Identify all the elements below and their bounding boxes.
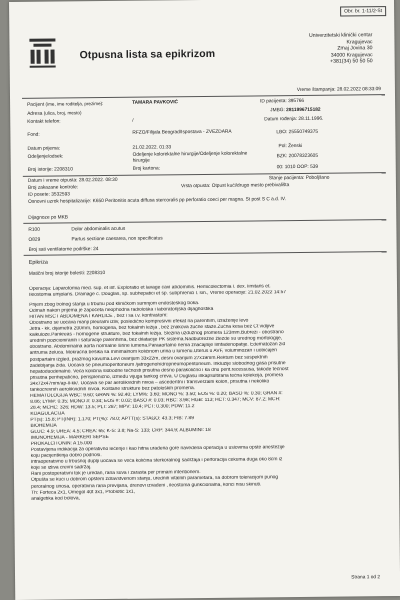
lbo-label: LBO:	[276, 130, 288, 136]
diagnosis-text: Dolor abdominalis acutus	[71, 226, 126, 233]
ezk-label: BZK:	[276, 154, 288, 160]
patient-id-value: 395766	[288, 98, 305, 105]
institution-block	[309, 32, 373, 66]
institution-city: Kragujevac	[346, 38, 373, 46]
institution-postal: 34000 Kragujevac	[330, 51, 373, 59]
sex-label: Pol:	[278, 144, 287, 150]
discharge-date-value: 28.02.2022. 08:30	[78, 177, 118, 184]
patient-name-label: Pacijent	[27, 102, 45, 108]
epicrisis-line: GLUC: 4.9; UREA: 4.5; CREA: 65; K-S: 3.8; Na-S: 133; CRP: 344.9; ALBUMINI: 18	[30, 428, 211, 435]
epicrisis-line: prisutna perihepatično, perispleničnо, između vijuga tankog creva. U Duglasu inkapsultirana tečna kolekcija, promera	[29, 372, 284, 381]
discharge-date-row	[28, 178, 118, 184]
divider	[22, 94, 385, 99]
discharge-date-label: Datum i vreme otpusta:	[27, 178, 78, 184]
history-value: 2208310	[54, 167, 73, 173]
epicrisis-line: zadebljanja zida. Uočava se pneumoperitoneum /jatrogenoh/dropneumoperitoneum. Inkluzije slobodnog gasa prisutne	[29, 360, 286, 369]
divider	[23, 219, 386, 224]
admission-label: Datum prijema:	[27, 146, 61, 152]
epicrisis-line: Jetra - kk. dijametra 200mm, homogena, bez fokalnih lezija , bez znakova žučne staze.Žučna kesa bez Ct vidljive	[29, 324, 275, 333]
discharge-document	[9, 0, 400, 600]
contact-label: Kontakt telefon:	[27, 119, 61, 125]
epicrisis-line: Th: Fortecа 2x1, Omegol 40t 3x1, Probiotic 1x1,	[31, 489, 136, 496]
condition-row	[269, 176, 330, 182]
epicrisis-line: 8.86; LYM#: 0.35; MONO #: 0.34; EOS #: 0.02; BASO #: 0.03; RBC: 3.98; HGB: 113; HCT: 0.347; MCV: 87.2; MCH:	[30, 397, 281, 405]
epicrisis-text	[29, 283, 389, 502]
patient-name-row	[27, 101, 103, 108]
epicrisis-line: IMUNOHEMIJA - MARKERI SEPSE	[30, 435, 109, 441]
scheduled-control-label: Broj zakazane kontrole:	[27, 185, 79, 191]
jmbg-value: 2811996715182	[286, 107, 321, 114]
epicrisis-line: Obostrano se uočava manji pleuralni izliv, posledično kompresivni efekat na parenhim, izraženije levo	[29, 318, 249, 327]
epicrisis-line: Otpušta se kući u dobrom opštem zdravstvenom stanju, urednih vitalnih parametara, sa dobrom toleracijom punog	[30, 475, 279, 484]
history-reference: Matični broj istorije bolesti: 2208310	[28, 271, 106, 277]
epicrisis-line: HEMATOLOGIJA WBC: 9.60; GRAN %: 92.40; LYM%: 3.60; MONO %: 3.50; EOS %: 0.20; BASO %: 0.30; GRAN #:	[30, 390, 283, 399]
diagnoses-heading: Dijagnoze po MKB	[28, 215, 69, 221]
address-row	[27, 110, 81, 117]
admission-value: 21.02.2022. 01:33	[132, 145, 172, 151]
dept-value: Odeljenje kolorektalne hirurgije/Odeljenje kolorektalne hirurgije	[132, 151, 248, 164]
form-number: Obr. br. 1-11/2-St	[340, 6, 386, 16]
address-sub: (ulica, broj, mesto)	[43, 110, 82, 116]
institution-name: Univerzitetski klinički centar	[308, 32, 373, 39]
lbo-value: 25550749375	[288, 129, 319, 136]
epicrisis-line: antruma želuca. Mokraćna bešika sa minimalnom količinom urina u lumenu.Uterus u AVF, voluminozan i uobičajen	[29, 348, 277, 357]
epicrisis-line: kalkuloze.Pankreas - homogene strukture, bez fokalnih lezija. Slezina uzdužnog promera 123mm.Bubrezi - obostrano	[29, 330, 284, 339]
epicrisis-line: urednih pozicioniranih i saturacije parenhima, bez dilatacije PK sistema.Nadbubrežne žlezde su urednog morfologije,	[29, 336, 283, 345]
ezk-row	[277, 154, 318, 159]
discharge-type-value: Otpust kući/drugo mesto prebivališta	[211, 183, 290, 189]
epicrisis-line: KOAGULACIJA	[30, 411, 65, 417]
visit-id: ID posete: 3532593	[28, 192, 70, 198]
epicrisis-line: tankocrevnih aerolikvidnih nivoa. Koštane strukture bez patoloških promena.	[30, 385, 196, 393]
epicrisis-line: PROKALCITONIN: A 15.000	[30, 441, 93, 447]
patient-id-label: ID pacijenta:	[260, 99, 287, 105]
condition-label: Stanje pacijenta:	[268, 175, 305, 182]
institution-street: Zmaj Jovina 30	[337, 45, 373, 52]
epicrisis-line: peroralnog unosa, operativna rana previjana, drenovi izvađeni , ileostoma gunkcionalna, konci nisu skinuti.	[31, 481, 262, 490]
divider	[23, 172, 386, 177]
hospitalization-cause: Osnovni uzrok hospitalizacije: K650 Peritonitis acuta diffusa stercoralis pp perforatio coeci per magna. St post S C a.d. IV.	[28, 197, 286, 205]
epicrisis-line: Ileostomia umjolans. Drainage c. Douglas, sp. subhepatici et sp. subphrenici l. sin., Vreme operacije: 21.02.2022 14:57	[29, 290, 287, 298]
epicrisis-line: obostrano. Abdominalna aorta normalne širine lumena.Paraaortalno nema značajnije limfadenopatije. Edematozan zid	[29, 342, 286, 351]
patient-name-sub: (ime, ime roditelja, prezime):	[45, 101, 104, 107]
address-label: Adresa	[27, 111, 43, 117]
card-label: Broj kartona:	[132, 166, 160, 172]
institution-phone: +381(34) 50 50 50	[330, 58, 373, 66]
epicrisis-line: Odmah nakon prijema je započeta neophodna radiološka i laboratorijska dijagnostika	[29, 307, 214, 314]
patient-id-row	[260, 99, 304, 104]
card-value: 00: 1010 OOP: 539	[276, 164, 319, 171]
print-time: Vreme štampanja: 28.02.2022 08:33:09	[296, 87, 381, 94]
epicrisis-line: BIOHEMIJA	[30, 423, 57, 429]
sex-row	[279, 144, 303, 149]
sex-value: Ženski	[288, 143, 303, 150]
discharge-type-row	[181, 183, 289, 189]
ventilator-hours: Broj sati ventilatorne podrške: 24	[28, 247, 99, 253]
epicrisis-heading: Epikriza	[28, 259, 48, 266]
epicrisis-line: Operacija: Laparotomia med. sup. et inf. Exploratio et lavage cavi abdominis. Hemicolectomia l. dex. limitans et.	[28, 284, 271, 292]
fund-label: Fond:	[27, 132, 40, 138]
condition-value: Poboljšano	[305, 175, 330, 181]
epicrisis-line: koje se izliva crevni sadržaj.	[30, 465, 92, 472]
epicrisis-line: koju pacijentkinja dobro podnosi.	[30, 453, 102, 460]
epicrisis-line: hepatoduodenalno. Veća količina slobodne tečnosti prisutna desno parakolično i ka dnu perit.recessusa, takođe tečnost	[29, 366, 289, 375]
epicrisis-line: 34x72x47mm/ap-ll-kk/. Uočava se par aerolikvidnih nivoa – ascedentni i transverzalni kolon, prisutna i nekoliko	[29, 379, 270, 387]
diagnosis-code: O829	[28, 237, 41, 243]
history-row	[28, 167, 73, 172]
jmbg-row	[270, 108, 320, 114]
epicrisis-line: Intraoperativno u trbušnoj duplji uočava se veća količina sterkoralnog sadržaja i perforacija cekuma duga oko 8cm iz	[30, 457, 283, 466]
document-title: Otpusna lista sa epikrizom	[79, 47, 216, 62]
lbo-row	[276, 130, 318, 135]
dob-value: 28.11.1996.	[298, 116, 324, 122]
epicrisis-line: Postavljena indikacija za operativno lečenje i kao hitna urađena gore navedena operacija u uslovima opšte anestezije	[30, 445, 285, 454]
epicrisis-line: analgetika kod bolova,	[31, 495, 80, 502]
diagnosis-text: Partus sectione caesarea, non specificatus	[71, 236, 163, 243]
jmbg-label: JMBG:	[270, 108, 285, 114]
dept-label: Odeljenje/odsek:	[27, 154, 64, 160]
contact-value: /	[132, 118, 134, 124]
epicrisis-line: HITAN MSCT ABDOMENA I KARLICE , bez i sa i.v. kontrastom:	[29, 313, 168, 321]
diagnosis-code: R100	[28, 227, 40, 233]
university-logo-icon	[27, 36, 57, 70]
ezk-value: 20078323605	[288, 153, 319, 160]
epicrisis-line: Prijem zbog bolnog stanja u trbuhu pod kliničkom sumnjom endosteskog boka.	[29, 301, 200, 308]
epicrisis-line: 28.4; MCHC: 326; RDW: 13.5; PLT: 287; MPV: 10.4; PCT: 0.300; PDW: 11.2	[30, 403, 195, 411]
history-label: Broj istorije:	[27, 167, 53, 173]
epicrisis-line: Rani postoperativni tok je uredan, rana suva i zarasta per primam intentionem.	[30, 470, 201, 478]
dob-label: Datum rođenja:	[264, 117, 298, 123]
epicrisis-line: postpartalni izgled, prazmog kavuma.Levi ovarijum 33x22m, desni ovarijum 27x19mm.Rektum bez suspektnih	[29, 354, 268, 363]
patient-name: TAMARA PAVKOVIĆ	[132, 100, 179, 106]
epicrisis-line: PT(s): 15.8; PT(INR): 1.170; PT(%): 78.0; APTT(s): STAGO: 43.3; FIB: 7.89	[30, 416, 194, 423]
discharge-type-label: Vrsta otpusta:	[180, 183, 211, 190]
fund-value: RFZO/Filijala Beograd/Ispostava - ZVEZDARA	[132, 129, 232, 136]
page-number: Strana 1 od 2	[351, 575, 381, 581]
dob-row	[264, 117, 323, 123]
